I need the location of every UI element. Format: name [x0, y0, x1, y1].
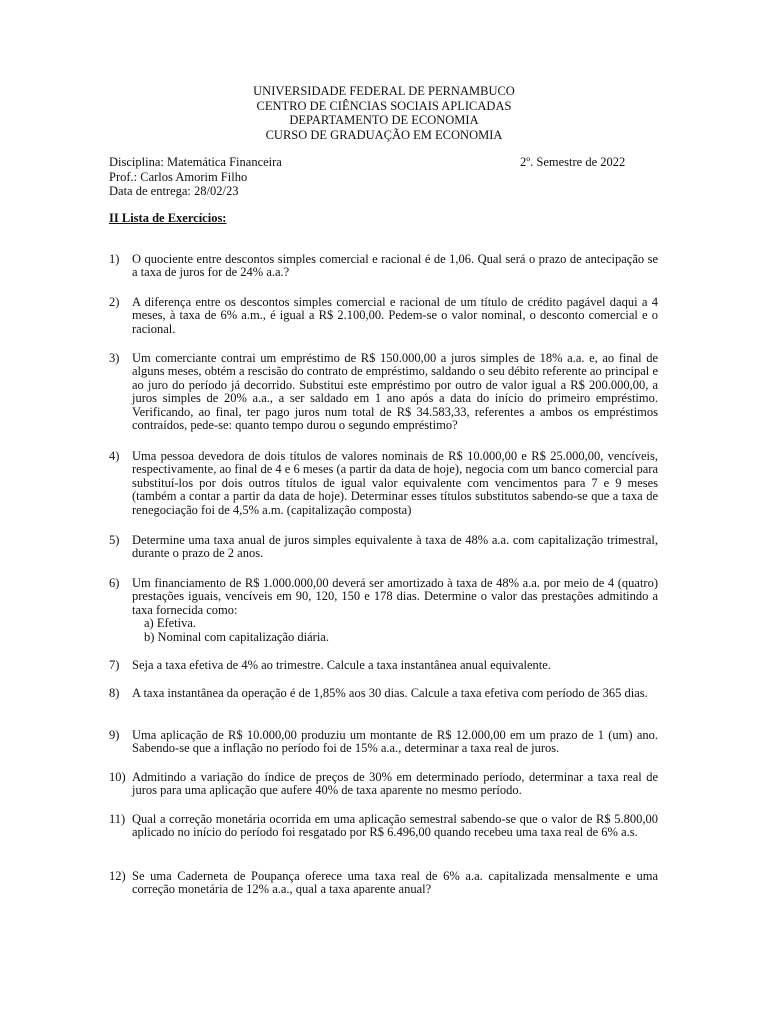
question-number: 6) — [109, 576, 120, 590]
discipline-line: Disciplina: Matemática Financeira — [109, 155, 282, 169]
question-5 — [109, 534, 658, 561]
sub-item-b: b) Nominal com capitalização diária. — [144, 629, 329, 644]
question-number: 12) — [109, 869, 126, 883]
question-4 — [109, 450, 658, 517]
question-number: 11) — [109, 812, 126, 826]
question-text: A diferença entre os descontos simples comercial e racional de um título de crédito pagável daqui a 4 meses, à taxa de 6% a.m., é igual a R$ 2.100,00. Pedem-se o valor nominal, o desconto comercial e o racional. — [132, 295, 658, 336]
question-10 — [109, 771, 658, 798]
question-text: Um financiamento de R$ 1.000.000,00 deverá ser amortizado à taxa de 48% a.a. por meio de 4 (quatro) prestações iguais, vencíveis em 90, 120, 150 e 178 dias. Determine o valor das prestações admitindo a taxa fornecida como: — [132, 576, 658, 617]
question-7 — [109, 659, 658, 672]
course-info — [109, 155, 282, 199]
question-9 — [109, 729, 658, 756]
center-name: CENTRO DE CIÊNCIAS SOCIAIS APLICADAS — [256, 98, 512, 113]
question-1 — [109, 253, 658, 280]
question-8 — [109, 687, 658, 700]
question-text: Se uma Caderneta de Poupança oferece uma taxa real de 6% a.a. capitalizada mensalmente e uma correção monetária de 12% a.a., qual a taxa aparente anual? — [132, 869, 658, 897]
course-name: CURSO DE GRADUAÇÃO EM ECONOMIA — [265, 127, 503, 142]
question-number: 9) — [109, 728, 120, 742]
question-number: 4) — [109, 449, 120, 463]
question-3 — [109, 352, 658, 432]
question-text: Determine uma taxa anual de juros simples equivalente à taxa de 48% a.a. com capitalização trimestral, durante o prazo de 2 anos. — [132, 533, 658, 561]
question-number: 10) — [109, 770, 126, 784]
question-6 — [109, 577, 658, 644]
question-number: 5) — [109, 533, 120, 547]
question-2 — [109, 296, 658, 336]
question-text: Um comerciante contrai um empréstimo de R$ 150.000,00 a juros simples de 18% a.a. e, ao final de alguns meses, obtém a rescisão do contrato de empréstimo, saldando o seu débito referente ao principal e ao juro do período já decorrido. Substitui este empréstimo por outro de valor igual a R$ 200.000,00, a juros simples de 20% a.a., a ser saldado em 1 ano após a data do início do primeiro empréstimo. Verificando, ao final, ter pago juros num total de R$ 34.583,33, referentes a ambos os empréstimos contraídos, pede-se: quanto tempo durou o segundo empréstimo? — [132, 351, 658, 433]
question-text: Seja a taxa efetiva de 4% ao trimestre. Calcule a taxa instantânea anual equivalente. — [132, 658, 551, 672]
question-text: A taxa instantânea da operação é de 1,85% aos 30 dias. Calcule a taxa efetiva com período de 365 dias. — [132, 686, 648, 700]
university-name: UNIVERSIDADE FEDERAL DE PERNAMBUCO — [253, 84, 515, 98]
question-number: 1) — [109, 252, 120, 266]
due-date-line: Data de entrega: 28/02/23 — [109, 184, 239, 198]
question-text: Qual a correção monetária ocorrida em uma aplicação semestral sabendo-se que o valor de R$ 5.800,00 aplicado no início do período foi resgatado por R$ 6.496,00 quando recebeu uma taxa real de 6% a.s. — [132, 812, 658, 840]
question-number: 8) — [109, 686, 120, 700]
document-header — [0, 84, 768, 142]
question-number: 3) — [109, 351, 120, 365]
question-text: Uma aplicação de R$ 10.000,00 produziu um montante de R$ 12.000,00 em um prazo de 1 (um) ano. Sabendo-se que a inflação no período foi de 15% a.a., determinar a taxa real de juros. — [132, 728, 658, 756]
department-name: DEPARTAMENTO DE ECONOMIA — [289, 113, 479, 127]
sub-item-a: a) Efetiva. — [144, 616, 197, 631]
question-number: 7) — [109, 658, 120, 672]
list-title: II Lista de Exercícios: — [109, 211, 227, 225]
question-12 — [109, 870, 658, 897]
question-text: Admitindo a variação do índice de preços de 30% em determinado período, determinar a taxa real de juros para uma aplicação que aufere 40% de taxa aparente no mesmo período. — [132, 770, 658, 798]
question-text: O quociente entre descontos simples comercial e racional é de 1,06. Qual será o prazo de antecipação se a taxa de juros for de 24% a.a.? — [132, 252, 658, 280]
question-text: Uma pessoa devedora de dois títulos de valores nominais de R$ 10.000,00 e R$ 25.000,00, vencíveis, respectivamente, ao final de 4 e 6 meses (a partir da data de hoje), negocia com um banco comercial para substituí-los por dois outros títulos de igual valor equivalente com vencimentos para 7 e 9 meses (também a contar a partir da data de hoje). Determinar esses títulos substitutos sabendo-se que a taxa de renegociação foi de 4,5% a.m. (capitalização composta) — [132, 449, 658, 517]
question-number: 2) — [109, 295, 120, 309]
professor-line: Prof.: Carlos Amorim Filho — [109, 169, 248, 184]
semester-line: 2º. Semestre de 2022 — [520, 155, 626, 169]
question-11 — [109, 813, 658, 840]
